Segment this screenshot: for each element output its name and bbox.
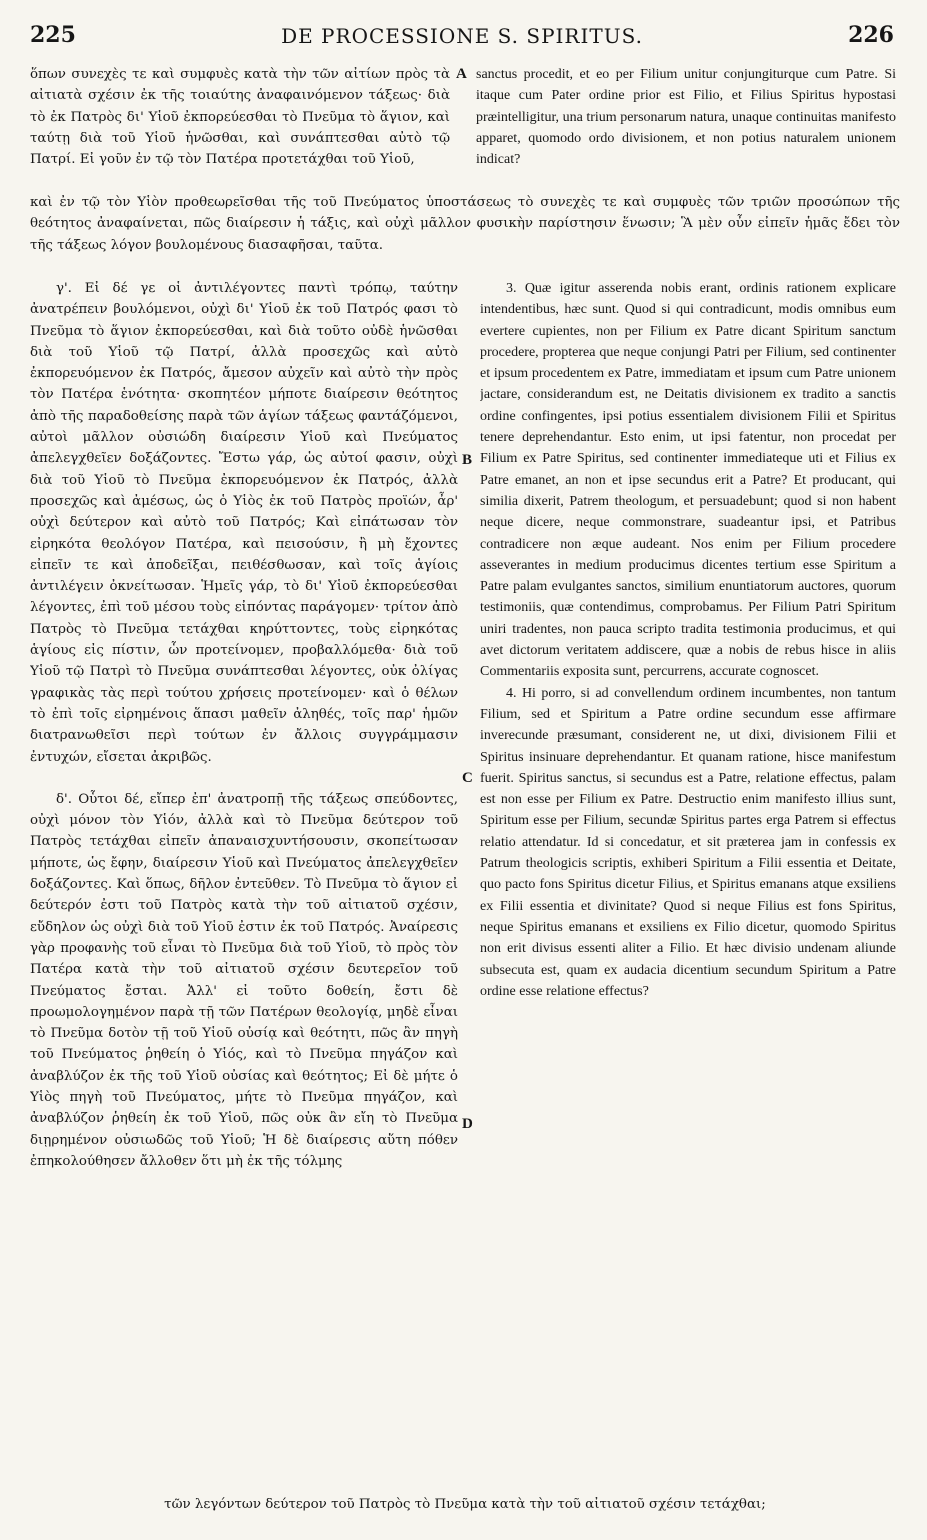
section-marker-b: B: [462, 452, 473, 468]
page-header: [30, 22, 894, 48]
greek-fullwidth-paragraph: καὶ ἐν τῷ τὸν Υἱὸν προθεωρεῖσθαι τῆς τοῦ Πνεύματος ὑποστάσεως τὸ συνεχὲς τε καὶ συμφυὲς τῶν τριῶν προσώπων τῆς θεότητος ἀναφαίνεται, πῶς διαίρεσιν ἡ τάξις, καὶ οὐχὶ μᾶλλον φυσικὴν παρίστησιν ἕνωσιν; Ἃ μὲν οὖν εἰπεῖν ἡμᾶς ἔδει τὸν τῆς τάξεως λόγον βουλομένους διασαφῆσαι, ταῦτα.: [30, 195, 900, 253]
page-number-right: 226: [848, 22, 894, 48]
section-marker-d: D: [462, 1116, 473, 1132]
section-marker-c: C: [462, 770, 473, 786]
greek-final-line: τῶν λεγόντων δεύτερον τοῦ Πατρὸς τὸ Πνεῦμα κατὰ τὴν τοῦ αἰτιατοῦ σχέσιν τετάχθαι;: [164, 1497, 766, 1512]
latin-section-4: 4. Hi porro, si ad convellendum ordinem incumbentes, non tantum Filium, sed et Spiritum a Patre ordine secundum esse affirmare inverecunde præsumant, considerent ne, ut dixi, divisionem Filii et Spiritus insinuare deprehendantur. Et quanam ratione, hisce manifestum fuerit. Spiritus sanctus, si secundus est a Patre, relatione effectus, palam est non esse per Filium ex Patre. Destructio enim manifesto illius sunt, Spiritum esse per Filium, secundæ Spiritus partes erga Patrem si effectus relatio attendatur. Id si concedatur, et sit præterea jam in confessis ex Patrum theologicis scriptis, exhiberi Spiritum a Filii essentia et Deitate, quo pacto fons Spiritus dicetur Filius, et Spiritus emanans atque exsiliens ex Filii essentia et divinitate? Quod si neque Filius est fons Spiritus, neque Spiritus emanans et exsiliens ex Filio dicetur, quomodo Spiritus non erit divisus essenti aliter a Filio. Et hæc divisio undenam aliunde subsecuta est, quam ex audacia dicentium secundum Spiritum a Patre ordine esse relatione effectus?: [480, 685, 896, 999]
greek-paragraph-top: ὅπων συνεχὲς τε καὶ συμφυὲς κατὰ τὴν τῶν αἰτίων πρὸς τὰ αἰτιατὰ σχέσιν ἐκ τῆς τοιαύτης ἀναφαινόμενον τάξεως· διὰ τὸ ἐκ Πατρὸς δι' Υἱοῦ ἐκπορεύεσθαι τὸ Πνεῦμα τὸ ἅγιον, καὶ ταύτῃ διὰ τοῦ Υἱοῦ ἡνῶσθαι, καὶ συνάπτεσθαι αὐτὸ τῷ Πατρί. Εἰ γοῦν ἐν τῷ τὸν Πατέρα προτετάχθαι τοῦ Υἱοῦ,: [30, 67, 450, 168]
greek-column-top: [30, 64, 450, 192]
latin-column-top: [476, 64, 896, 192]
greek-column-main: [30, 278, 458, 1490]
page-number-left: 225: [30, 22, 76, 48]
greek-section-4: δ'. Οὗτοι δέ, εἴπερ ἐπ' ἀνατροπῇ τῆς τάξεως σπεύδοντες, οὐχὶ μόνον τὸν Υἱόν, ἀλλὰ καὶ τὸ Πνεῦμα δεύτερον τοῦ Πατρὸς τετάχθαι εἰπεῖν ἀπαναισχυντήσουσιν, σκοπείτωσαν μήποτε, ὡς ἔφην, διαίρεσιν Υἱοῦ καὶ Πνεύματος ἀπελεγχθεῖεν δοξάζοντες. Καὶ ὅπως, δῆλον ἐντεῦθεν. Τὸ Πνεῦμα τὸ ἅγιον εἰ δεύτερόν ἐστι τοῦ Πατρὸς κατὰ τὴν τοῦ αἰτιατοῦ σχέσιν, εὔδηλον ὡς οὐχὶ διὰ τοῦ Υἱοῦ ἐστιν ἐκ τοῦ Πατρός. Ἀναίρεσις γὰρ προφανὴς τοῦ εἶναι τὸ Πνεῦμα διὰ τοῦ Υἱοῦ, τὸ πρὸς τὸν Πατέρα κατὰ τὴν τοῦ αἰτιατοῦ σχέσιν δευτερεῖον τοῦ Πνεύματος ἔσται. Ἀλλ' εἰ τοῦτο δοθείη, ἔστι δὲ προωμολογημένον παρὰ τῇ τῶν Πατέρων θεολογίᾳ, μηδὲ εἶναι τὸ Πνεῦμα δοτὸν τῇ τοῦ Υἱοῦ οὐσίᾳ καὶ θεότητι, πῶς ἂν πηγὴ τοῦ Πνεύματος ῥηθείη ὁ Υἱός, καὶ τὸ Πνεῦμα πηγάζον καὶ ἀναβλύζον ἐκ τῆς τοῦ Υἱοῦ οὐσίας καὶ θεότητος; Εἰ δὲ μήτε ὁ Υἱὸς πηγὴ τοῦ Πνεύματος, μήτε τὸ Πνεῦμα πηγάζον, καὶ ἀναβλύζον ῥηθείη ἐκ τοῦ Υἱοῦ, πῶς οὐκ ἂν εἴη τὸ Πνεῦμα διῃρημένον οὐσιωδῶς τοῦ Υἱοῦ; Ἡ δὲ διαίρεσις αὕτη πόθεν ἐπηκολούθησεν ἄλλοθεν ὅτι μὴ ἐκ τῆς τόλμης: [30, 791, 458, 1169]
section-marker-a: A: [456, 66, 467, 82]
running-title: DE PROCESSIONE S. SPIRITUS.: [281, 24, 643, 48]
latin-column-main: [480, 278, 896, 1490]
latin-paragraph-top: sanctus procedit, et eo per Filium unitur conjungiturque cum Patre. Si itaque cum Pater ordine prior est Filio, et Filius Spiritus hypostasi præintelligitur, una trium personarum natura, unaque continuitas manifesto apparet, quomodo ordo divisionem, et non potius naturalem unionem indicat?: [476, 67, 896, 168]
latin-section-3: 3. Quæ igitur asserenda nobis erant, ordinis rationem explicare intendentibus, hæc sunt. Quod si qui contradicunt, modis omnibus eum evertere cupientes, non per Filium ex Patre dicant Spiritum sanctum procedere, propterea que neque conjungi Patri per Filium, sed continenter et ipsum procedentem ex Patre, immediatam et ipsum cum Patre unionem jactare, considerandum est, ne Deitatis divisionem ex tradito a sanctis ordine confingentes, ipsi potius essentialem divisionem Filii et Spiritus tenere deprehendantur. Esto enim, ut ipsi fatentur, non procedat per Filium ex Patre Spiritus, sed continenter immediateque uti et Filius ex Patre emanet, an non et ipse secundus erit a Patre? Et producant, qui similia dixerit, Patrem theologum, et persuadebunt; quod si non habent neque dicere, neque commonstrare, suadeantur ipsi, et Patribus contradicere non æque audeant. Nos enim per Filium procedere asseverantes in medium producimus dicentes tertium esse Spiritum a Patre palam evulgantes sanctos, similium enuntiatorum auctores, quorum testimoniis, quæ contendimus, comprobamus. Per Filium Patri Spiritum uniri tradentes, non pauca scripto tradita testimonia producimus, et qui avet dictorum veritatem addiscere, quæ a nobis de rebus hisce in aliis Commentariis exposita sunt, percurrens, accurate cognoscet.: [480, 281, 896, 680]
greek-section-3: γ'. Εἰ δέ γε οἱ ἀντιλέγοντες παντὶ τρόπῳ, ταύτην ἀνατρέπειν βουλόμενοι, οὐχὶ δι' Υἱοῦ ἐκ τοῦ Πατρός φασι τὸ Πνεῦμα τὸ ἅγιον ἐκπορεύεσθαι, καὶ διὰ τοῦτο οὐδὲ ἡνῶσθαι διὰ τοῦ Υἱοῦ τῷ Πατρί, ἀλλὰ προσεχῶς καὶ αὐτὸ ἐκπορευόμενον ἐκ Πατρός, ἄμεσον αὐχεῖν καὶ αὐτὸ τὴν πρὸς τὸν Πατέρα ἑνότητα· σκοπητέον μήποτε διαίρεσιν θεότητος ἀπὸ τῆς παραδοθείσης παρὰ τῶν ἁγίων τάξεως φαντάζόμενοι, αὐτοὶ μᾶλλον οὐσιώδη διαίρεσιν Υἱοῦ καὶ Πνεύματος ἀπελεγχθεῖεν δοξάζοντες. Ἔστω γάρ, ὡς αὐτοί φασιν, οὐχὶ διὰ τοῦ Υἱοῦ τὸ Πνεῦμα ἐκπορευόμενον ἐκ Πατρός, ἀλλὰ προσεχῶς καὶ ἀμέσως, ὡς ὁ Υἱὸς ἐκ τοῦ Πατρὸς προϊών, ἆρ' οὐχὶ δεύτερον καὶ αὐτὸ τοῦ Πατρός; Καὶ εἰπάτωσαν τὸν εἰρηκότα θεολόγον Πατέρα, καὶ πεισούσιν, ἢ μὴ ἔχοντες εἰπεῖν τε καὶ ἀποδεῖξαι, πειθέσθωσαν, καὶ τοῖς ἁγίοις ἀντιλέγειν ὀκνείτωσαν. Ἡμεῖς γάρ, τὸ δι' Υἱοῦ ἐκπορεύεσθαι λέγοντες, ἐπὶ τοῦ μέσου τοὺς εἰπόντας παράγομεν· τρίτον ἀπὸ Πατρὸς τὸ Πνεῦμα τετάχθαι κηρύττοντες, τοὺς εἰρηκότας ἁγίους εἰς πίστιν, ὧν προτείνομεν, προβαλλόμεθα· διὰ τοῦ Υἱοῦ τῷ Πατρὶ τὸ Πνεῦμα συνάπτεσθαι λέγοντες, οὐκ ὀλίγας γραφικὰς τὰς περὶ τούτου χρήσεις προτείνομεν· καὶ ὁ θέλων τὸ ἐπὶ τοῖς εἰρημένοις ἅπασι μαθεῖν ἀληθές, τοῖς παρ' ἡμῶν διατρανωθεῖσι περὶ τούτων ἐν ἄλλοις συγγράμμασιν ἐντυχών, εἴσεται ἀκριβῶς.: [30, 281, 458, 765]
